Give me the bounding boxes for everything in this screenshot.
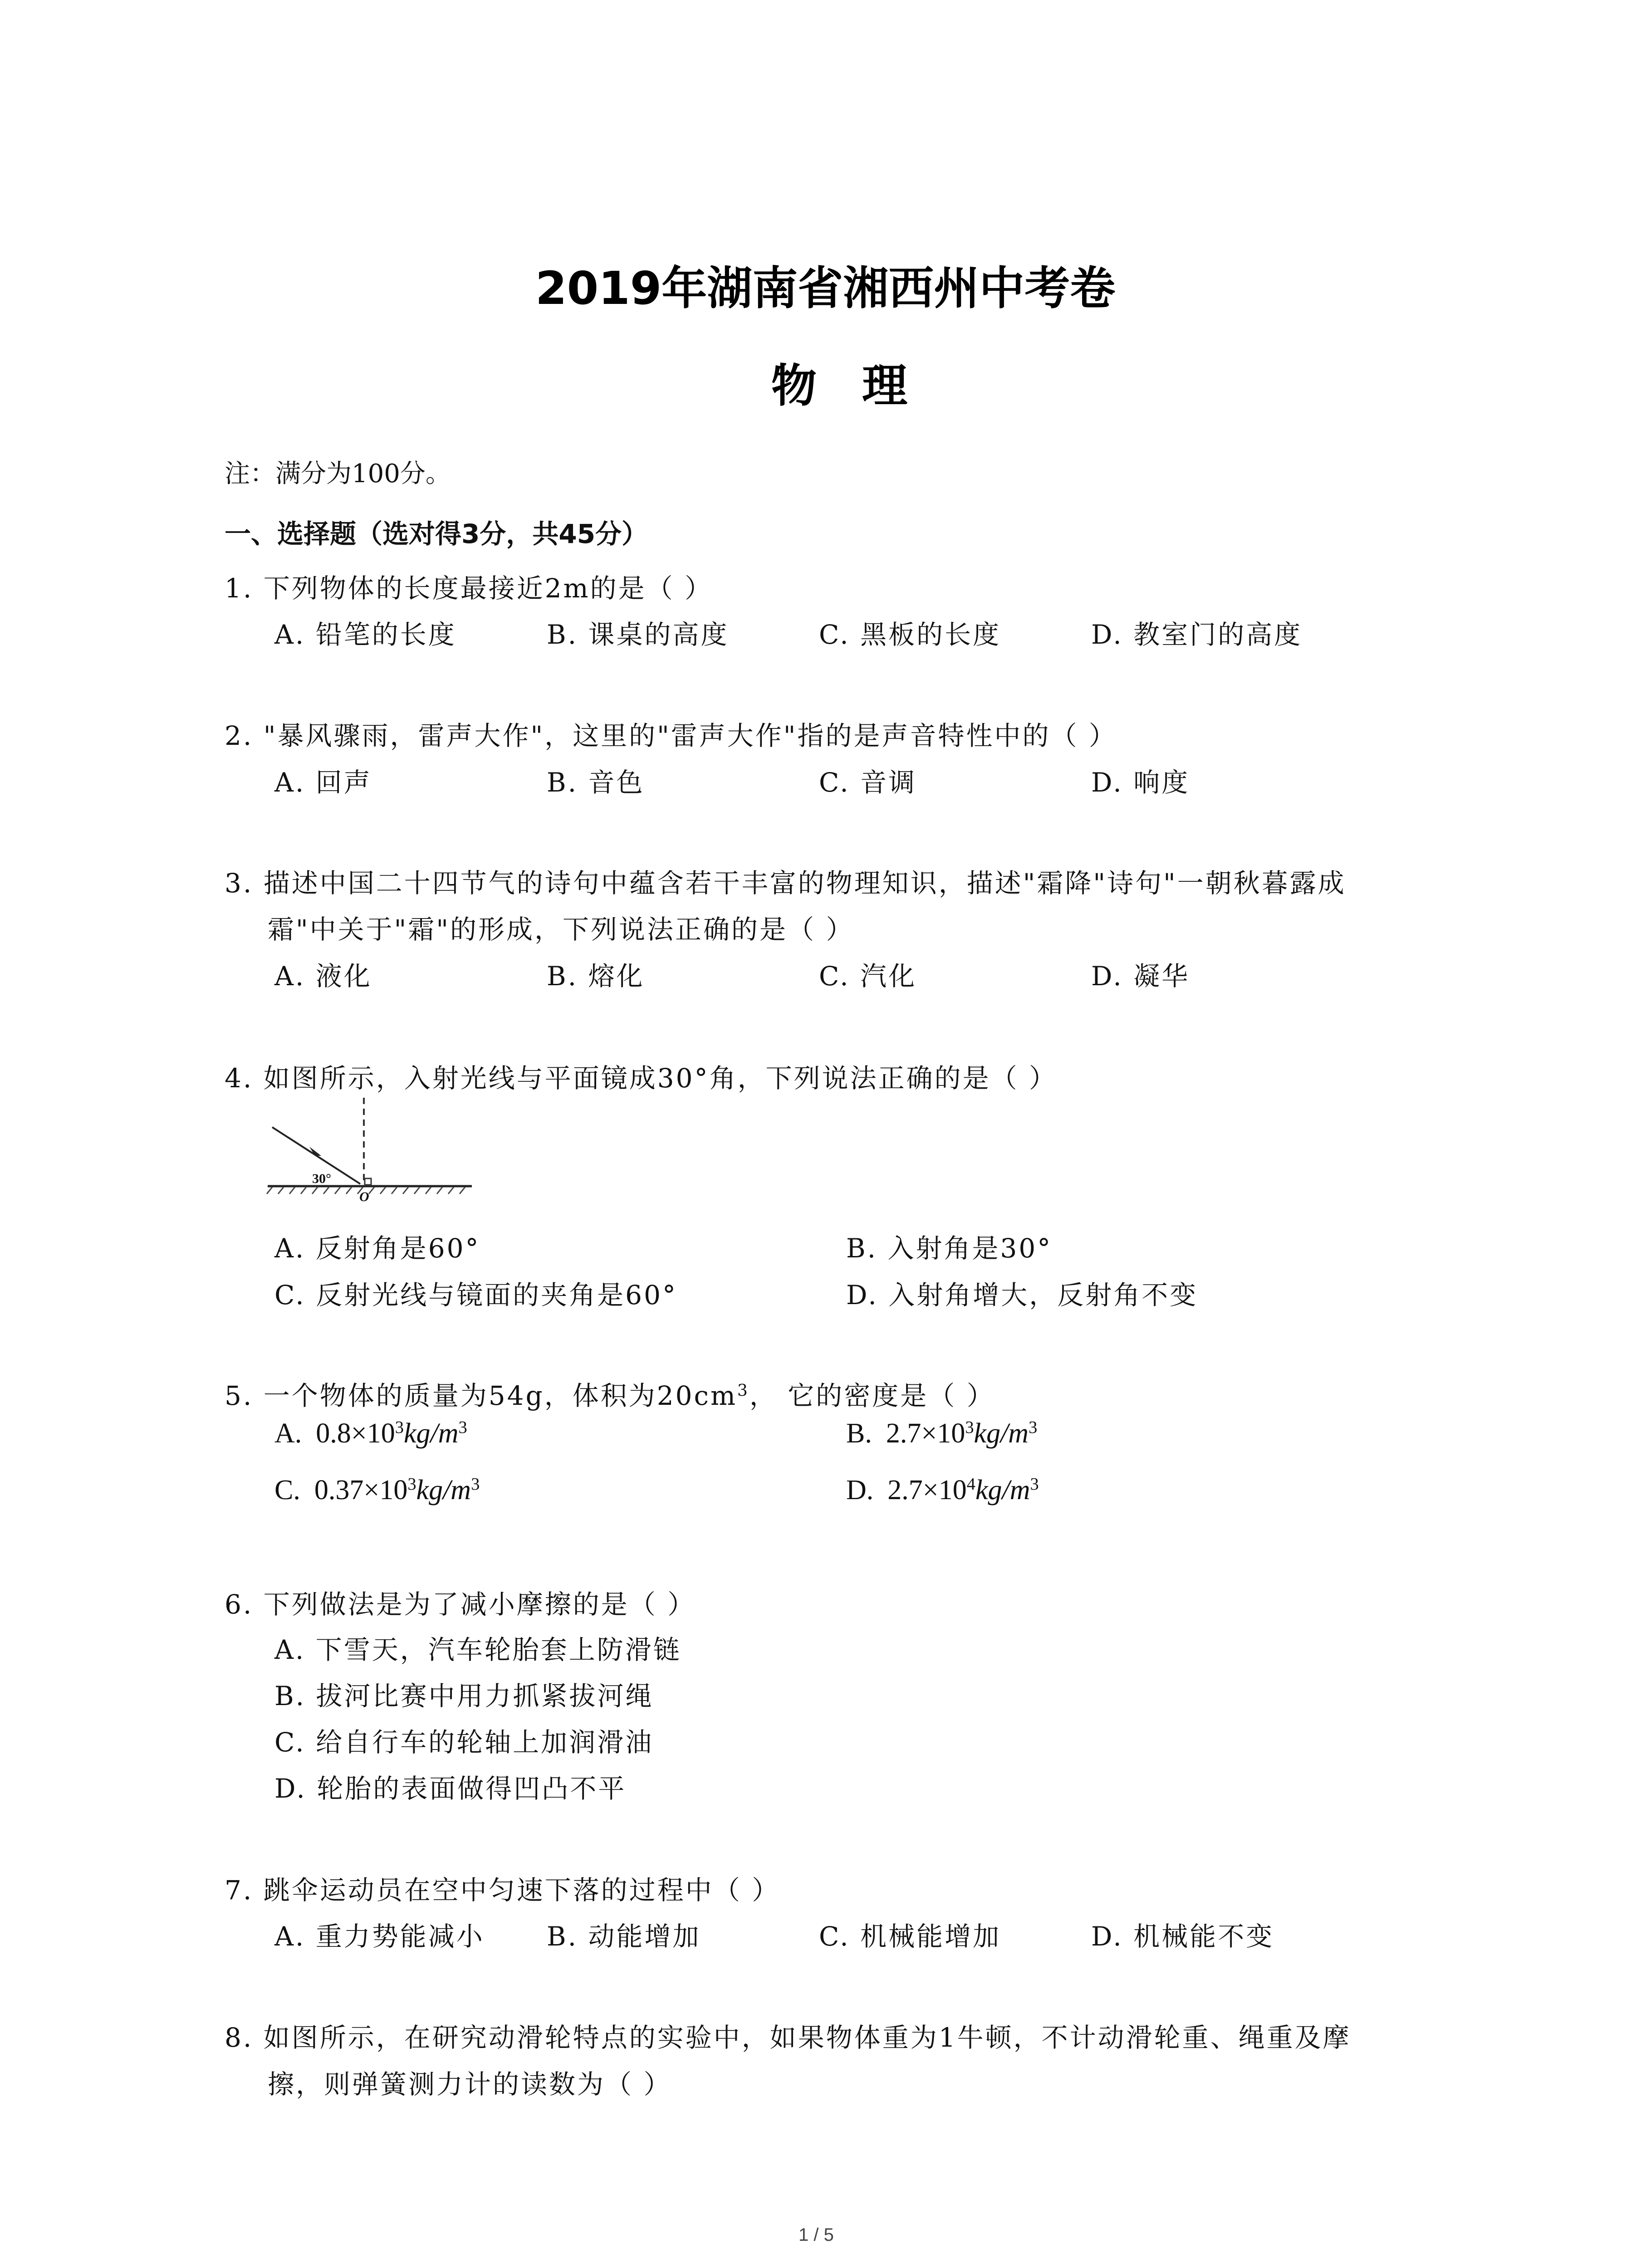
q5-option-a: A. $0.8\times 10^3kg/m^3$	[274, 1418, 467, 1449]
q4-option-d: D. 入射角增大，反射角不变	[846, 1280, 1198, 1310]
q5-option-c: C. $0.37\times 10^3kg/m^3$	[274, 1474, 480, 1505]
point-o-label: O	[359, 1189, 369, 1202]
q6-option-d: D. 轮胎的表面做得凹凸不平	[274, 1773, 627, 1804]
score-note: 注：满分为100分。	[225, 459, 451, 489]
q1-option-d: D. 教室门的高度	[1091, 619, 1303, 650]
question-3-stem-line2: 霜"中关于"霜"的形成，下列说法正确的是（ ）	[268, 914, 854, 945]
q5-option-b: B. $2.7\times 10^3kg/m^3$	[846, 1418, 1038, 1449]
question-3-stem-line1: 3. 描述中国二十四节气的诗句中蕴含若干丰富的物理知识，描述"霜降"诗句"一朝秋暮露成	[225, 868, 1346, 899]
question-7-stem: 7. 跳伞运动员在空中匀速下落的过程中（ ）	[225, 1875, 780, 1906]
q6-option-b: B. 拔河比赛中用力抓紧拔河绳	[274, 1681, 654, 1711]
q5-option-d: D. $2.7\times 10^4kg/m^3$	[846, 1474, 1039, 1505]
q1-option-c: C. 黑板的长度	[819, 619, 1001, 650]
q2-option-d: D. 响度	[1091, 767, 1190, 798]
q7-option-a: A. 重力势能减小	[274, 1921, 485, 1952]
page-number: 1 / 5	[798, 2225, 834, 2245]
subject-title: 物理	[771, 359, 953, 412]
q3-option-b: B. 熔化	[547, 961, 645, 992]
q2-option-a: A. 回声	[274, 767, 372, 798]
exam-title: 2019年湖南省湘西州中考卷	[535, 262, 1116, 315]
q1-option-a: A. 铅笔的长度	[274, 619, 456, 650]
q3-option-a: A. 液化	[274, 961, 372, 992]
question-6-stem: 6. 下列做法是为了减小摩擦的是（ ）	[225, 1589, 696, 1620]
q7-option-d: D. 机械能不变	[1091, 1921, 1274, 1952]
question-4-stem: 4. 如图所示，入射光线与平面镜成30°角，下列说法正确的是（ ）	[225, 1063, 1058, 1094]
q7-option-b: B. 动能增加	[547, 1921, 701, 1952]
q4-option-b: B. 入射角是30°	[846, 1233, 1053, 1264]
q2-option-b: B. 音色	[547, 767, 645, 798]
q3-option-d: D. 凝华	[1091, 961, 1190, 992]
question-2-stem: 2. "暴风骤雨，雷声大作"，这里的"雷声大作"指的是声音特性中的（ ）	[225, 720, 1117, 751]
q6-option-a: A. 下雪天，汽车轮胎套上防滑链	[274, 1634, 681, 1665]
q6-option-c: C. 给自行车的轮轴上加润滑油	[274, 1727, 654, 1758]
q1-option-b: B. 课桌的高度	[547, 619, 729, 650]
question-1-stem: 1. 下列物体的长度最接近2m的是（ ）	[225, 573, 713, 604]
angle-label: 30°	[312, 1171, 331, 1186]
section-heading: 一、选择题（选对得3分，共45分）	[225, 518, 648, 549]
reflection-diagram	[263, 1093, 481, 1202]
q4-option-a: A. 反射角是60°	[274, 1233, 480, 1264]
question-8-stem-line2: 擦，则弹簧测力计的读数为（ ）	[268, 2069, 672, 2100]
q7-option-c: C. 机械能增加	[819, 1921, 1001, 1952]
q2-option-c: C. 音调	[819, 767, 917, 798]
question-8-stem-line1: 8. 如图所示，在研究动滑轮特点的实验中，如果物体重为1牛顿，不计动滑轮重、绳重及摩	[225, 2022, 1351, 2053]
question-5-stem: 5. 一个物体的质量为54g，体积为$20cm^3$， 它的密度是（ ）	[225, 1380, 995, 1411]
q4-option-c: C. 反射光线与镜面的夹角是60°	[274, 1280, 677, 1310]
q3-option-c: C. 汽化	[819, 961, 917, 992]
right-angle-mark	[365, 1178, 371, 1185]
